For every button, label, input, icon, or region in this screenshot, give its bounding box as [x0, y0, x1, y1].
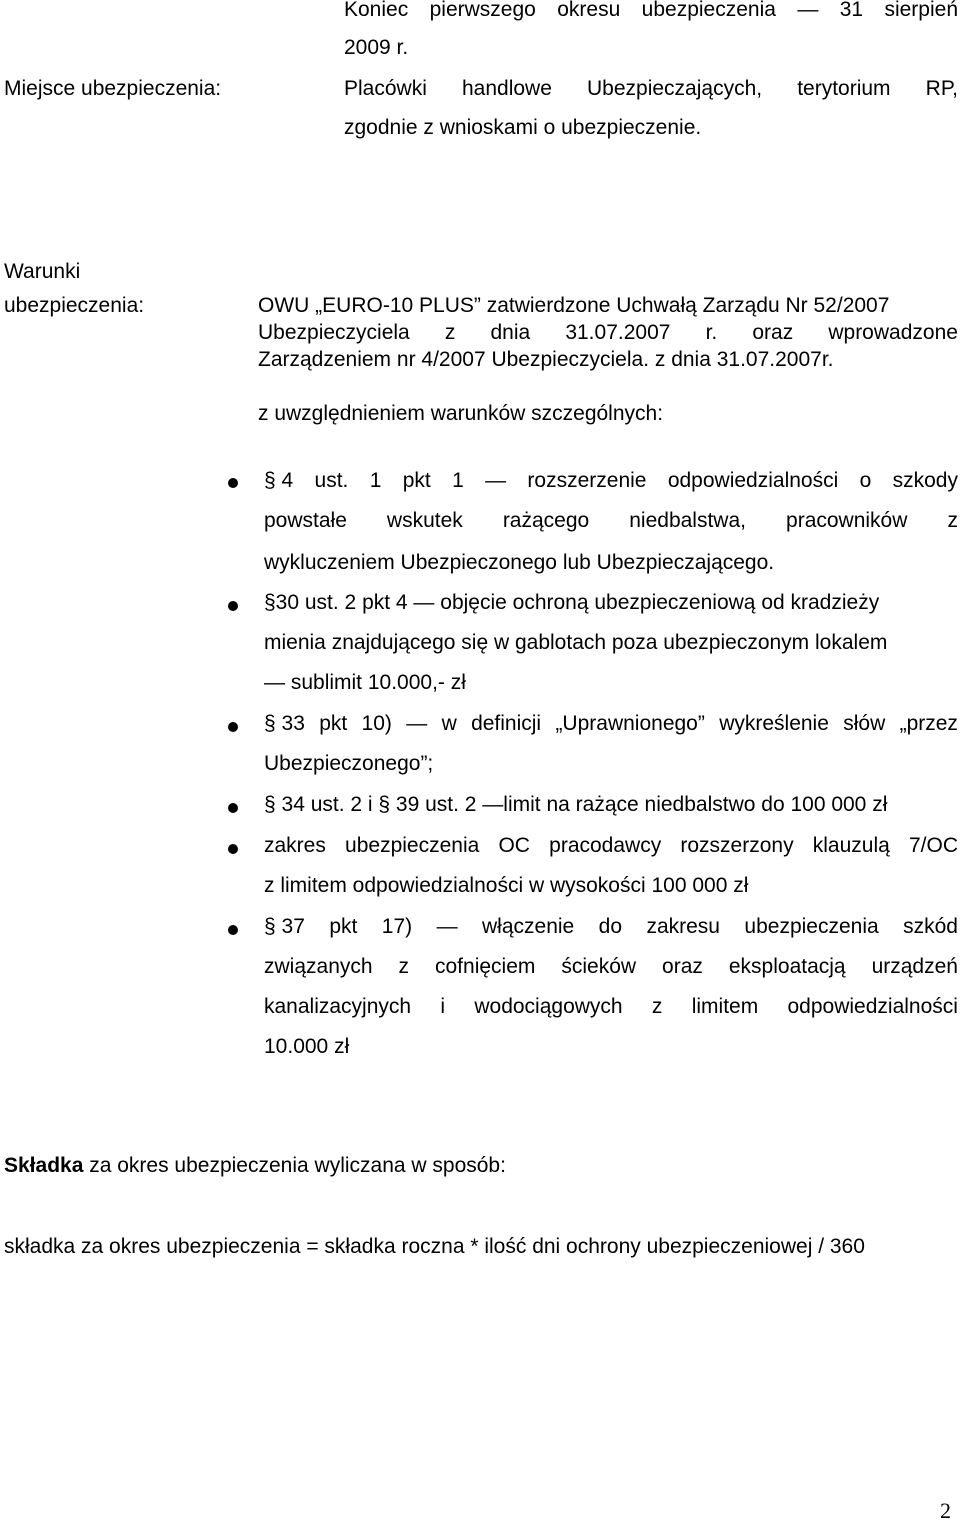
word: 31	[839, 0, 864, 21]
item-34-39-line1: § 34 ust. 2 i § 39 ust. 2 —limit na rażące niedbalstwo do 100 000 zł	[264, 793, 888, 816]
word: związanych	[264, 955, 373, 978]
word: ścieków	[561, 955, 637, 978]
word: ust.	[314, 469, 349, 492]
word: okresu	[557, 0, 621, 21]
word: z	[947, 509, 958, 532]
location-line2: zgodnie z wnioskami o ubezpieczenie.	[344, 116, 702, 139]
word: dnia	[490, 321, 531, 344]
word: z	[398, 955, 410, 978]
word: słów	[843, 712, 886, 735]
word: pracowników	[786, 509, 908, 532]
word: wprowadzone	[828, 321, 958, 344]
item-37-line3	[264, 995, 958, 1019]
word: w	[441, 712, 457, 735]
word: pkt	[329, 915, 358, 938]
item-37-line2	[264, 955, 958, 979]
word: kanalizacyjnych	[264, 995, 412, 1018]
word: do	[598, 915, 623, 938]
word: wodociągowych	[474, 995, 623, 1018]
item-37-line4: 10.000 zł	[264, 1035, 350, 1058]
word: zakres	[264, 834, 326, 857]
word: włączenie	[482, 915, 575, 938]
word: 1	[452, 469, 464, 492]
word: Placówki	[344, 77, 427, 100]
word: klauzulą	[812, 834, 890, 857]
word: sierpień	[884, 0, 958, 21]
bullet-icon	[228, 803, 238, 813]
word: § 4	[264, 469, 294, 492]
item-30-line2: mienia znajdującego się w gablotach poza ubezpieczonym lokalem	[264, 631, 888, 654]
period-end-line2: 2009 r.	[344, 36, 409, 59]
item-oc-line1	[264, 834, 958, 858]
word: —	[406, 712, 428, 735]
word: r.	[705, 321, 718, 344]
item-30-line1: §30 ust. 2 pkt 4 — objęcie ochroną ubezpieczeniową od kradzieży	[264, 591, 880, 614]
item-33-line2: Ubezpieczonego”;	[264, 752, 434, 775]
word: —	[436, 915, 458, 938]
word: —	[797, 0, 819, 21]
word: pierwszego	[429, 0, 536, 21]
word: pkt	[402, 469, 431, 492]
premium-label-rest: za okres ubezpieczenia wyliczana w sposób:	[83, 1154, 506, 1177]
page-number: 2	[940, 1498, 951, 1523]
conditions-owu-line: OWU „EURO-10 PLUS” zatwierdzone Uchwałą Zarządu Nr 52/2007	[258, 294, 890, 317]
word: ubezpieczenia	[345, 834, 480, 857]
word: zakresu	[646, 915, 720, 938]
word: 31.07.2007	[565, 321, 671, 344]
word: § 33	[264, 712, 305, 735]
word: limitem	[691, 995, 759, 1018]
period-end-line1	[344, 0, 958, 22]
word: RP,	[925, 77, 958, 100]
premium-heading	[4, 1154, 506, 1178]
word: wykreślenie	[719, 712, 829, 735]
word: odpowiedzialności	[787, 995, 958, 1018]
word: definicji	[471, 712, 542, 735]
word: Ubezpieczających,	[587, 77, 763, 100]
word: 1	[369, 469, 382, 492]
word: rozszerzenie	[527, 469, 647, 492]
premium-formula: składka za okres ubezpieczenia = składka roczna * ilość dni ochrony ubezpieczeniowej / 360	[4, 1235, 865, 1258]
word: Koniec	[344, 0, 409, 21]
word: 17)	[381, 915, 413, 938]
word: pracodawcy	[549, 834, 662, 857]
item-4-ust-1-line3: wykluczeniem Ubezpieczonego lub Ubezpieczającego.	[264, 551, 775, 574]
word: szkody	[892, 469, 958, 492]
conditions-label-line1: Warunki	[4, 260, 81, 283]
conditions-label-line2: ubezpieczenia:	[4, 294, 145, 317]
item-4-ust-1-line2	[264, 509, 958, 533]
word: szkód	[903, 915, 958, 938]
word: handlowe	[461, 77, 552, 100]
word: § 37	[264, 915, 305, 938]
bullet-icon	[228, 478, 238, 488]
location-line1	[344, 77, 958, 101]
word: wskutek	[386, 509, 463, 532]
conditions-line3: Zarządzeniem nr 4/2007 Ubezpieczyciela. z dnia 31.07.2007r.	[258, 348, 834, 371]
word: niedbalstwa,	[629, 509, 746, 532]
word: eksploatacją	[728, 955, 846, 978]
word: rażącego	[502, 509, 590, 532]
word: oraz	[662, 955, 703, 978]
word: z	[444, 321, 456, 344]
word: Ubezpieczyciela	[258, 321, 410, 344]
item-33-line1	[264, 712, 958, 736]
word: „przez	[899, 712, 958, 735]
item-oc-line2: z limitem odpowiedzialności w wysokości 100 000 zł	[264, 874, 749, 897]
word: odpowiedzialności	[667, 469, 839, 492]
word: powstałe	[264, 509, 347, 532]
word: i	[440, 995, 446, 1018]
conditions-line2	[258, 321, 958, 345]
item-30-line3: — sublimit 10.000,- zł	[264, 671, 466, 694]
bullet-icon	[228, 722, 238, 732]
word: cofnięciem	[435, 955, 536, 978]
location-label: Miejsce ubezpieczenia:	[4, 77, 222, 100]
word: urządzeń	[871, 955, 958, 978]
word: ubezpieczenia	[641, 0, 776, 21]
word: „Uprawnionego”	[555, 712, 705, 735]
item-37-line1	[264, 915, 958, 939]
word: terytorium	[797, 77, 891, 100]
premium-label-bold: Składka	[4, 1154, 84, 1177]
item-4-ust-1-line1	[264, 469, 958, 493]
word: —	[485, 469, 507, 492]
word: 10)	[361, 712, 392, 735]
word: rozszerzony	[680, 834, 794, 857]
bullet-icon	[228, 844, 238, 854]
word: 7/OC	[908, 834, 958, 857]
word: OC	[498, 834, 530, 857]
word: oraz	[752, 321, 794, 344]
word: o	[859, 469, 872, 492]
bullet-icon	[228, 601, 238, 611]
special-conditions-heading: z uwzględnieniem warunków szczególnych:	[258, 402, 664, 425]
word: pkt	[319, 712, 348, 735]
word: z	[651, 995, 663, 1018]
bullet-icon	[228, 925, 238, 935]
word: ubezpieczenia	[744, 915, 879, 938]
